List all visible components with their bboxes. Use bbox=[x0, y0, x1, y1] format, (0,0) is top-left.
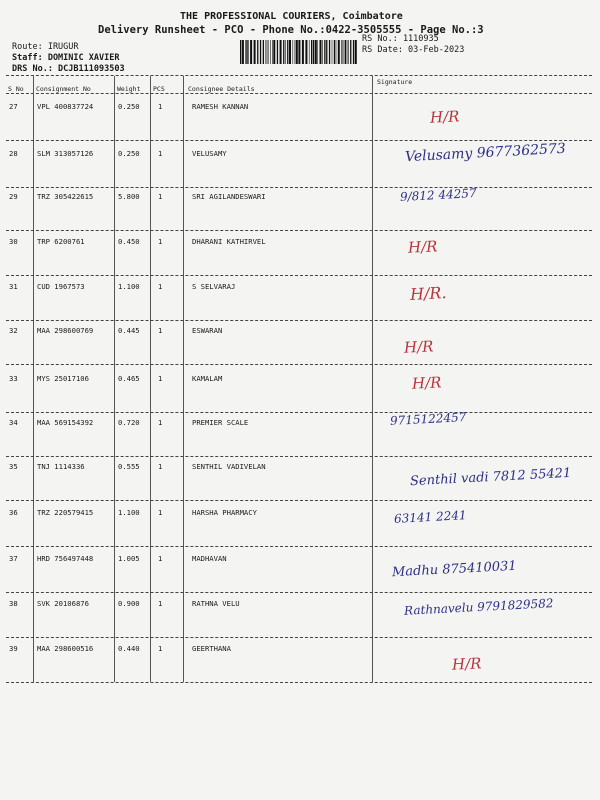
row-pcs: 1 bbox=[158, 192, 163, 201]
row-weight: 0.465 bbox=[118, 374, 140, 383]
row-consignee-name: MADHAVAN bbox=[192, 554, 227, 563]
row-weight: 0.720 bbox=[118, 418, 140, 427]
runsheet-subtitle: Delivery Runsheet - PCO - Phone No.:0422-3505555 - Page No.:3 bbox=[98, 24, 484, 36]
row-weight: 5.800 bbox=[118, 192, 140, 201]
row-separator bbox=[6, 275, 592, 276]
route-label: Route: IRUGUR bbox=[12, 42, 79, 52]
row-separator bbox=[6, 230, 592, 231]
row-signature: H/R bbox=[429, 107, 460, 127]
row-signature: 9715122457 bbox=[389, 410, 467, 428]
row-consignment-no: MAA 298600769 bbox=[37, 326, 94, 335]
row-sno: 34 bbox=[9, 418, 18, 427]
row-pcs: 1 bbox=[158, 508, 163, 517]
row-sno: 38 bbox=[9, 599, 18, 608]
col-header-consignee: Consignee Details bbox=[188, 85, 255, 93]
row-sno: 28 bbox=[9, 149, 18, 158]
row-separator bbox=[6, 320, 592, 321]
row-consignee-name: RAMESH KANNAN bbox=[192, 102, 249, 111]
row-pcs: 1 bbox=[158, 554, 163, 563]
row-weight: 0.450 bbox=[118, 237, 140, 246]
staff-label: Staff: DOMINIC XAVIER bbox=[12, 53, 120, 63]
row-consignee-name: GEERTHANA bbox=[192, 644, 231, 653]
row-signature: Rathnavelu 9791829582 bbox=[403, 596, 554, 618]
row-separator bbox=[6, 364, 592, 365]
row-consignee-name: DHARANI KATHIRVEL bbox=[192, 237, 266, 246]
row-signature: Madhu 875410031 bbox=[391, 558, 518, 581]
row-pcs: 1 bbox=[158, 644, 163, 653]
header-top-rule bbox=[6, 75, 592, 76]
row-consignment-no: SLM 313057126 bbox=[37, 149, 94, 158]
row-separator bbox=[6, 412, 592, 413]
row-pcs: 1 bbox=[158, 237, 163, 246]
row-weight: 0.555 bbox=[118, 462, 140, 471]
row-weight: 1.005 bbox=[118, 554, 140, 563]
row-consignment-no: MAA 569154392 bbox=[37, 418, 94, 427]
row-consignment-no: MYS 25017106 bbox=[37, 374, 89, 383]
row-weight: 0.440 bbox=[118, 644, 140, 653]
row-sno: 32 bbox=[9, 326, 18, 335]
row-signature: Velusamy 9677362573 bbox=[404, 140, 567, 166]
row-consignee-name: SRI AGILANDESWARI bbox=[192, 192, 266, 201]
row-weight: 0.900 bbox=[118, 599, 140, 608]
row-consignment-no: TRZ 305422615 bbox=[37, 192, 94, 201]
barcode bbox=[240, 40, 358, 64]
row-sno: 29 bbox=[9, 192, 18, 201]
row-consignee-name: VELUSAMY bbox=[192, 149, 227, 158]
row-separator bbox=[6, 592, 592, 593]
row-signature: H/R bbox=[403, 337, 434, 357]
row-sno: 36 bbox=[9, 508, 18, 517]
row-pcs: 1 bbox=[158, 282, 163, 291]
row-sno: 33 bbox=[9, 374, 18, 383]
row-sno: 35 bbox=[9, 462, 18, 471]
row-pcs: 1 bbox=[158, 326, 163, 335]
row-sno: 37 bbox=[9, 554, 18, 563]
row-separator bbox=[6, 456, 592, 457]
row-sno: 30 bbox=[9, 237, 18, 246]
row-signature: H/R bbox=[451, 654, 482, 674]
row-sno: 39 bbox=[9, 644, 18, 653]
row-consignee-name: PREMIER SCALE bbox=[192, 418, 249, 427]
row-signature: H/R bbox=[411, 373, 442, 393]
row-consignment-no: VPL 400837724 bbox=[37, 102, 94, 111]
row-pcs: 1 bbox=[158, 149, 163, 158]
row-weight: 0.250 bbox=[118, 149, 140, 158]
col-header-consignment: Consignment No bbox=[36, 85, 91, 93]
row-weight: 0.250 bbox=[118, 102, 140, 111]
row-consignee-name: RATHNA VELU bbox=[192, 599, 240, 608]
company-title: THE PROFESSIONAL COURIERS, Coimbatore bbox=[180, 11, 403, 22]
col-header-pcs: PCS bbox=[153, 85, 165, 93]
row-consignment-no: MAA 298600516 bbox=[37, 644, 94, 653]
row-consignee-name: HARSHA PHARMACY bbox=[192, 508, 257, 517]
row-signature: Senthil vadi 7812 55421 bbox=[409, 465, 572, 490]
row-separator bbox=[6, 500, 592, 501]
row-consignee-name: S SELVARAJ bbox=[192, 282, 236, 291]
row-signature: 63141 2241 bbox=[393, 508, 467, 526]
row-separator bbox=[6, 637, 592, 638]
row-consignment-no: TRZ 220579415 bbox=[37, 508, 94, 517]
header-bottom-rule bbox=[6, 93, 592, 94]
row-pcs: 1 bbox=[158, 462, 163, 471]
row-consignment-no: CUD 1967573 bbox=[37, 282, 85, 291]
row-consignee-name: KAMALAM bbox=[192, 374, 223, 383]
row-separator bbox=[6, 682, 592, 683]
row-sno: 31 bbox=[9, 282, 18, 291]
row-pcs: 1 bbox=[158, 102, 163, 111]
row-separator bbox=[6, 187, 592, 188]
row-weight: 1.100 bbox=[118, 282, 140, 291]
col-header-signature: Signature bbox=[377, 78, 413, 86]
row-signature: H/R. bbox=[409, 283, 447, 304]
row-consignment-no: TNJ 1114336 bbox=[37, 462, 85, 471]
row-pcs: 1 bbox=[158, 418, 163, 427]
row-consignment-no: SVK 20106876 bbox=[37, 599, 89, 608]
row-signature: 9/812 44257 bbox=[399, 186, 477, 204]
row-weight: 0.445 bbox=[118, 326, 140, 335]
rs-date: RS Date: 03-Feb-2023 bbox=[362, 45, 465, 55]
row-consignee-name: SENTHIL VADIVELAN bbox=[192, 462, 266, 471]
row-sno: 27 bbox=[9, 102, 18, 111]
row-consignee-name: ESWARAN bbox=[192, 326, 223, 335]
drs-number: DRS No.: DCJB111093503 bbox=[12, 64, 125, 74]
row-signature: H/R bbox=[407, 237, 438, 257]
row-pcs: 1 bbox=[158, 374, 163, 383]
row-consignment-no: TRP 6200761 bbox=[37, 237, 85, 246]
row-consignment-no: HRD 756497448 bbox=[37, 554, 94, 563]
row-separator bbox=[6, 140, 592, 141]
row-separator bbox=[6, 546, 592, 547]
row-pcs: 1 bbox=[158, 599, 163, 608]
col-header-weight: Weight bbox=[117, 85, 141, 93]
col-header-sno: S No bbox=[8, 85, 24, 93]
row-weight: 1.100 bbox=[118, 508, 140, 517]
rs-number: RS No.: 1110935 bbox=[362, 34, 439, 44]
